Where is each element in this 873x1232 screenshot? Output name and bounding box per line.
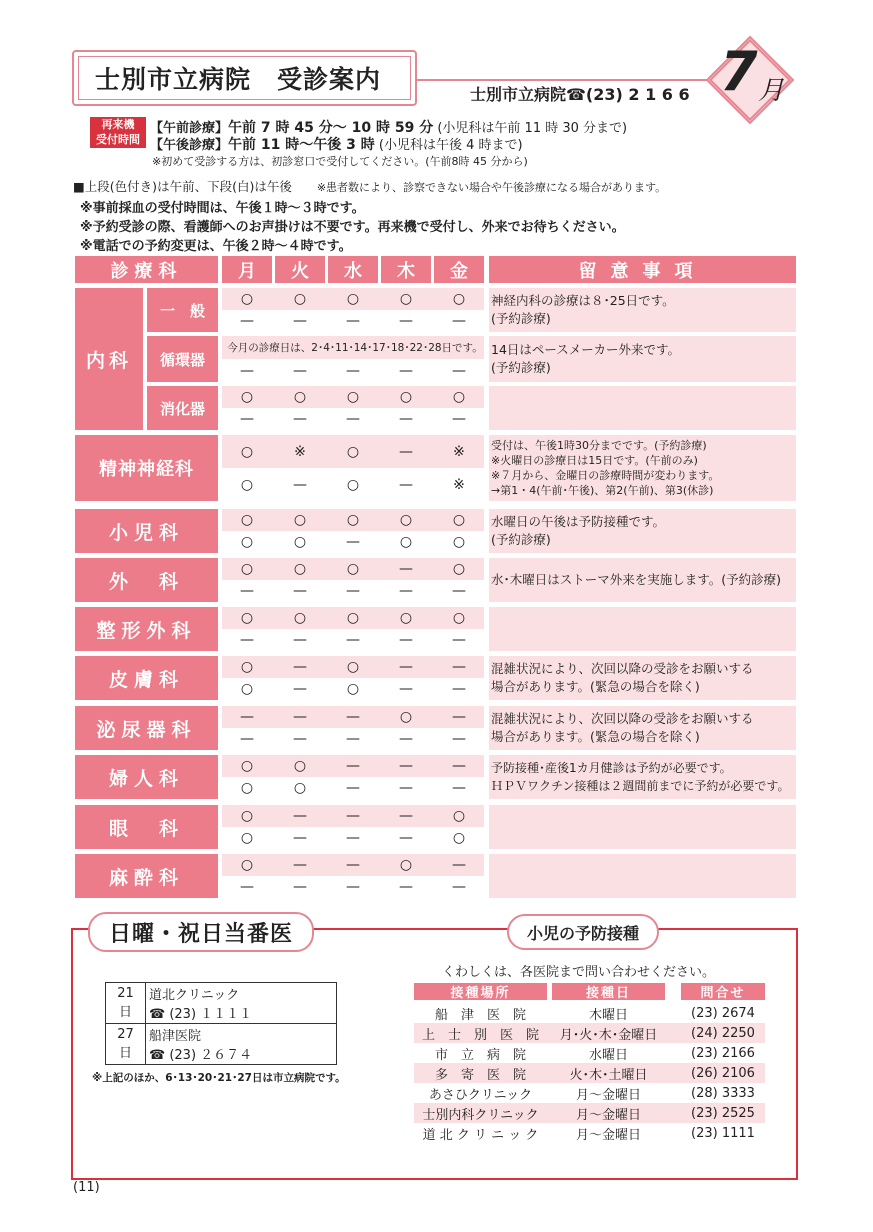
junkan-schedule: 今月の診療日は、2･4･11･14･17･18･22･28日です。 [227,342,483,354]
vaccine-place: 船 津 医 院 [434,1007,526,1023]
dept-seikei: 整形外科 [75,607,218,651]
am-mark: — [240,709,254,725]
notes-cell [489,854,796,898]
notice-blood: ※事前採血の受付時間は、午後１時〜３時です。 [80,201,365,216]
pm-mark: — [399,476,413,493]
pm-mark: — [399,632,413,648]
th-thu: 木 [381,256,431,283]
am-mark: — [293,709,307,725]
vaccine-day: 木曜日 [588,1007,628,1023]
page-number: (11) [73,1180,100,1195]
am-mark: ○ [399,389,413,405]
am-mark: ○ [399,610,413,626]
pm-hours: 【午後診療】午前 11 時〜午後 3 時 (小児科は午後 4 時まで) [150,137,523,153]
dept-fujin: 婦人科 [75,755,218,799]
am-mark: ○ [240,857,254,873]
pm-mark: — [399,362,413,379]
am-mark: ○ [240,808,254,824]
am-mark: — [399,758,413,774]
am-mark: ○ [452,389,466,405]
notes-cell [489,607,796,651]
vaccine-place: あさひクリニック [428,1087,533,1103]
month-number: 7 [720,40,758,103]
pm-mark: — [293,632,307,648]
pm-mark: — [346,780,360,796]
th-tue: 火 [275,256,325,283]
pm-mark: ○ [346,681,360,697]
pm-mark: — [240,879,254,895]
pm-mark: — [399,830,413,846]
pm-mark: — [346,362,360,379]
am-mark: ○ [452,610,466,626]
vaccine-row [414,1103,765,1123]
pm-mark: — [346,583,360,599]
pm-mark: — [452,313,466,329]
am-mark: ○ [346,512,360,528]
subdept-shoka: 消化器 [147,386,218,430]
vaccine-row [414,1083,765,1103]
vaccine-day: 月〜金曜日 [575,1107,641,1123]
am-mark: ○ [346,561,360,577]
pm-mark: — [293,681,307,697]
am-mark: ○ [346,610,360,626]
am-mark: ○ [399,709,413,725]
dept-masui: 麻酔科 [75,854,218,898]
am-mark: ○ [240,758,254,774]
th-mon: 月 [222,256,272,283]
vaccine-row [414,1043,765,1063]
pm-mark: — [240,411,254,427]
sunday-duty-title: 日曜・祝日当番医 [88,912,314,952]
am-mark: ○ [293,610,307,626]
am-mark: ○ [399,512,413,528]
vaccine-place: 市 立 病 院 [434,1047,526,1063]
notes-cell: 予防接種･産後1カ月健診は予約が必要です。 ＨＰＶワクチン接種は２週間前までに予約が必要です。 [489,755,796,799]
vaccine-contact: (26) 2106 [691,1065,755,1081]
am-mark: ○ [240,443,254,460]
am-mark: — [452,857,466,873]
notes-cell: 水曜日の午後は予防接種です。 (予約診療) [489,509,796,553]
pm-mark: — [452,681,466,697]
vaccine-row [414,1003,765,1023]
first-visit-note: ※初めて受診する方は、初診窓口で受付してください。(午前8時 45 分から) [152,155,528,168]
pm-mark: — [293,362,307,379]
am-hours: 【午前診療】午前 7 時 45 分〜 10 時 59 分 (小児科は午前 11 時 30 分まで) [150,120,628,136]
am-mark: ○ [293,561,307,577]
pm-mark: — [399,780,413,796]
pm-mark: ○ [293,534,307,550]
pm-mark: — [399,731,413,747]
pm-mark: ○ [293,780,307,796]
am-mark: — [399,443,413,460]
am-mark: — [346,709,360,725]
pm-mark: ○ [240,681,254,697]
dept-geka: 外 科 [75,558,218,602]
pm-mark: — [452,780,466,796]
pm-mark: — [293,830,307,846]
duty-note: ※上記のほか、6･13･20･21･27日は市立病院です。 [92,1072,346,1084]
vaccine-day: 月〜金曜日 [575,1087,641,1103]
pm-mark: — [346,830,360,846]
pm-mark: — [293,879,307,895]
pm-mark: — [240,731,254,747]
vaccine-contact: (28) 3333 [691,1085,755,1101]
vaccine-place: 士別内科クリニック [422,1107,539,1123]
vaccine-contact: (23) 2166 [691,1045,755,1061]
pm-mark: — [399,583,413,599]
pm-mark: — [399,313,413,329]
th-notes: 留意事項 [489,256,796,283]
am-mark: ※ [294,443,306,460]
duty-day: 21 日 [106,983,146,1024]
duty-doctor: 道北クリニック ☎ (23) １１１１ [146,983,337,1024]
am-mark: ○ [293,389,307,405]
th-fri: 金 [434,256,484,283]
pm-mark: — [346,313,360,329]
legend: ■上段(色付き)は午前、下段(白)は午後 ※患者数により、診察できない場合や午後診療になる場合があります。 [73,179,667,194]
pm-mark: — [293,731,307,747]
duty-doctor: 船津医院 ☎ (23) ２６７４ [146,1024,337,1065]
notes-cell: 混雑状況により、次回以降の受診をお願いする 場合があります。(緊急の場合を除く) [489,706,796,750]
th-wed: 水 [328,256,378,283]
pm-mark: — [452,731,466,747]
vaccine-contact: (23) 2674 [691,1005,755,1021]
duty-day: 27 日 [106,1024,146,1065]
pm-mark: — [452,632,466,648]
vac-th-place: 接種場所 [414,983,547,1000]
am-mark: — [452,758,466,774]
pm-mark: — [452,879,466,895]
am-mark: ※ [453,443,465,460]
header-rule [417,79,707,81]
pm-mark: — [240,313,254,329]
dept-hinyo: 泌尿器科 [75,706,218,750]
notes-cell: 水･木曜日はストーマ外来を実施します。(予約診療) [489,558,796,602]
vaccine-contact: (23) 2525 [691,1105,755,1121]
pm-mark: — [346,411,360,427]
am-mark: ○ [346,443,360,460]
notes-cell: 受付は、午後1時30分までです。(予約診療) ※火曜日の診療日は15日です。(午前のみ) ※７月から、金曜日の診療時間が変わります。 →第1・4(午前･午後)、第2(午前)、第3(休診) [489,435,796,501]
dept-naika: 内科 [75,288,143,430]
am-mark: — [399,561,413,577]
vaccine-title: 小児の予防接種 [507,914,659,950]
hospital-phone: 士別市立病院☎(23) 2 1 6 6 [470,85,690,104]
notice-phone: ※電話での予約変更は、午後２時〜４時です。 [80,239,352,254]
reception-badge: 再来機 受付時間 [90,117,146,148]
am-mark: — [346,808,360,824]
vaccine-row [414,1023,765,1043]
am-mark: ○ [399,857,413,873]
notice-reservation: ※予約受診の際、看護師へのお声掛けは不要です。再来機で受付し、外来でお待ちください。 [80,220,625,235]
pm-mark: — [240,632,254,648]
pm-mark: ○ [240,534,254,550]
vaccine-contact: (24) 2250 [691,1025,755,1041]
duty-row [106,1024,337,1065]
pm-mark: — [293,411,307,427]
month-unit: 月 [758,76,785,106]
am-mark: ○ [240,291,254,307]
notes-cell: 14日はペースメーカー外来です。 (予約診療) [489,336,796,382]
subdept-ippan: 一 般 [147,288,218,332]
am-mark: ○ [240,610,254,626]
vaccine-day: 火･木･土曜日 [569,1067,648,1083]
vaccine-intro: くわしくは、各医院まで問い合わせください。 [442,965,716,980]
page-title: 士別市立病院 受診案内 [95,65,382,94]
notes-cell [489,386,796,430]
pm-mark: — [399,879,413,895]
pm-mark: — [346,731,360,747]
pm-mark: — [346,632,360,648]
am-mark: ○ [240,512,254,528]
dept-hifu: 皮膚科 [75,656,218,700]
am-mark: — [293,659,307,675]
pm-mark: ※ [453,476,465,493]
am-mark: ○ [452,512,466,528]
vaccine-day: 月･火･木･金曜日 [559,1027,658,1043]
am-mark: ○ [399,291,413,307]
am-mark: ○ [293,758,307,774]
vac-th-day: 接種日 [552,983,665,1000]
pm-mark: ○ [240,780,254,796]
am-mark: — [452,659,466,675]
am-mark: ○ [346,389,360,405]
am-mark: ○ [240,659,254,675]
pm-mark: ○ [452,534,466,550]
am-mark: ○ [346,291,360,307]
am-mark: — [399,659,413,675]
pm-mark: ○ [240,476,254,493]
vaccine-place: 道 北 ク リ ニ ッ ク [422,1127,539,1143]
pm-mark: — [346,534,360,550]
vaccine-place: 上 士 別 医 院 [421,1027,539,1043]
am-mark: — [399,808,413,824]
pm-mark: — [293,583,307,599]
am-mark: ○ [240,561,254,577]
pm-mark: — [399,411,413,427]
pm-mark: — [346,879,360,895]
pm-mark: — [293,313,307,329]
duty-row [106,983,337,1024]
pm-mark: — [452,583,466,599]
pm-mark: ○ [399,534,413,550]
am-mark: ○ [452,561,466,577]
am-mark: ○ [452,808,466,824]
am-mark: — [293,857,307,873]
vaccine-day: 月〜金曜日 [575,1127,641,1143]
pm-mark: — [240,362,254,379]
vaccine-row [414,1063,765,1083]
pm-mark: ○ [346,476,360,493]
dept-shoni: 小児科 [75,509,218,553]
am-mark: — [346,758,360,774]
vaccine-day: 水曜日 [588,1047,628,1063]
th-dept: 診療科 [75,256,218,283]
vac-th-contact: 問合せ [681,983,765,1000]
pm-mark: — [399,681,413,697]
am-mark: — [293,808,307,824]
pm-mark: — [293,476,307,493]
am-mark: — [452,709,466,725]
am-mark: ○ [346,659,360,675]
duty-doctor-table [105,982,337,1065]
dept-seishin: 精神神経科 [75,435,218,501]
notes-cell [489,805,796,849]
vaccine-place: 多 寄 医 院 [434,1067,526,1083]
subdept-junkan: 循環器 [147,336,218,382]
am-mark: ○ [293,291,307,307]
dept-gan: 眼 科 [75,805,218,849]
vaccine-contact: (23) 1111 [691,1125,755,1141]
pm-mark: — [240,583,254,599]
am-mark: ○ [293,512,307,528]
notes-cell: 混雑状況により、次回以降の受診をお願いする 場合があります。(緊急の場合を除く) [489,656,796,700]
pm-mark: ○ [240,830,254,846]
pm-mark: — [452,362,466,379]
pm-mark: — [452,411,466,427]
am-mark: ○ [240,389,254,405]
notes-cell: 神経内科の診療は８･25日です。 (予約診療) [489,288,796,332]
am-mark: ○ [452,291,466,307]
pm-mark: ○ [452,830,466,846]
am-mark: — [346,857,360,873]
vaccine-row [414,1123,765,1143]
